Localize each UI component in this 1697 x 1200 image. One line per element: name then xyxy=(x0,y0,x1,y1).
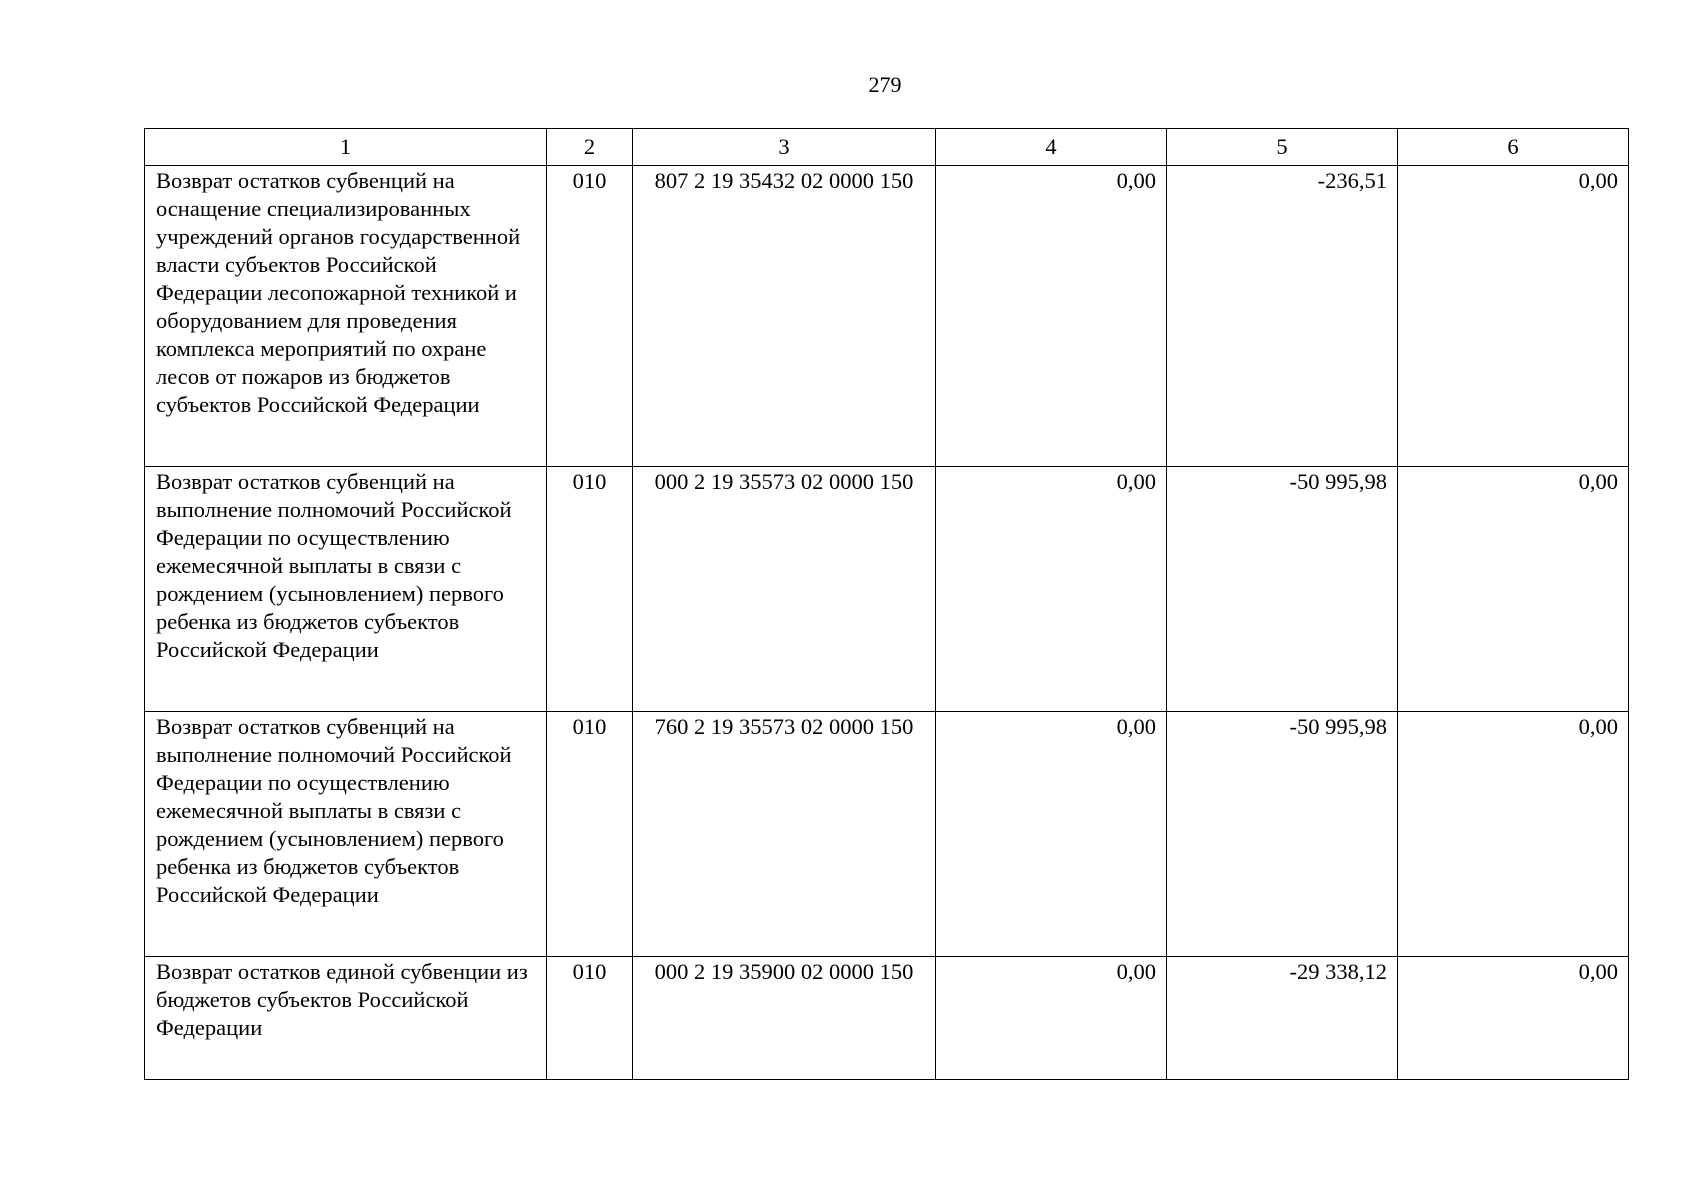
table-header-row xyxy=(145,129,1629,166)
table-row xyxy=(145,166,1629,467)
table-row xyxy=(145,712,1629,957)
row-value-col6: 0,00 xyxy=(1398,712,1629,957)
row-value-col4: 0,00 xyxy=(936,957,1167,1080)
row-value-col4: 0,00 xyxy=(936,712,1167,957)
row-value-col6: 0,00 xyxy=(1398,957,1629,1080)
row-value-col5: -29 338,12 xyxy=(1167,957,1398,1080)
row-budget-classification-code: 760 2 19 35573 02 0000 150 xyxy=(633,712,936,957)
budget-table xyxy=(144,128,1629,1080)
column-header-3: 3 xyxy=(633,129,936,166)
page-number: 279 xyxy=(868,72,902,97)
row-budget-classification-code: 000 2 19 35573 02 0000 150 xyxy=(633,467,936,712)
row-value-col5: -236,51 xyxy=(1167,166,1398,467)
row-code: 010 xyxy=(547,467,633,712)
row-value-col4: 0,00 xyxy=(936,166,1167,467)
row-budget-classification-code: 807 2 19 35432 02 0000 150 xyxy=(633,166,936,467)
column-header-2: 2 xyxy=(547,129,633,166)
row-value-col5: -50 995,98 xyxy=(1167,712,1398,957)
row-code: 010 xyxy=(547,712,633,957)
row-description: Возврат остатков субвенций на выполнение полномочий Российской Федерации по осуществлению ежемесячной выплаты в связи с рождением (усыновлением) первого ребенка из бюджетов субъектов Российской Федерации xyxy=(145,467,547,712)
row-description: Возврат остатков единой субвенции из бюджетов субъектов Российской Федерации xyxy=(145,957,547,1080)
column-header-6: 6 xyxy=(1398,129,1629,166)
table-row xyxy=(145,467,1629,712)
row-code: 010 xyxy=(547,166,633,467)
row-value-col6: 0,00 xyxy=(1398,166,1629,467)
table-row xyxy=(145,957,1629,1080)
row-value-col5: -50 995,98 xyxy=(1167,467,1398,712)
row-description: Возврат остатков субвенций на выполнение полномочий Российской Федерации по осуществлению ежемесячной выплаты в связи с рождением (усыновлением) первого ребенка из бюджетов субъектов Российской Федерации xyxy=(145,712,547,957)
row-code: 010 xyxy=(547,957,633,1080)
row-budget-classification-code: 000 2 19 35900 02 0000 150 xyxy=(633,957,936,1080)
column-header-5: 5 xyxy=(1167,129,1398,166)
row-description: Возврат остатков субвенций на оснащение специализированных учреждений органов государственной власти субъектов Российской Федерации лесопожарной техникой и оборудованием для проведения комплекса мероприятий по охране лесов от пожаров из бюджетов субъектов Российской Федерации xyxy=(145,166,547,467)
column-header-1: 1 xyxy=(145,129,547,166)
row-value-col6: 0,00 xyxy=(1398,467,1629,712)
row-value-col4: 0,00 xyxy=(936,467,1167,712)
column-header-4: 4 xyxy=(936,129,1167,166)
